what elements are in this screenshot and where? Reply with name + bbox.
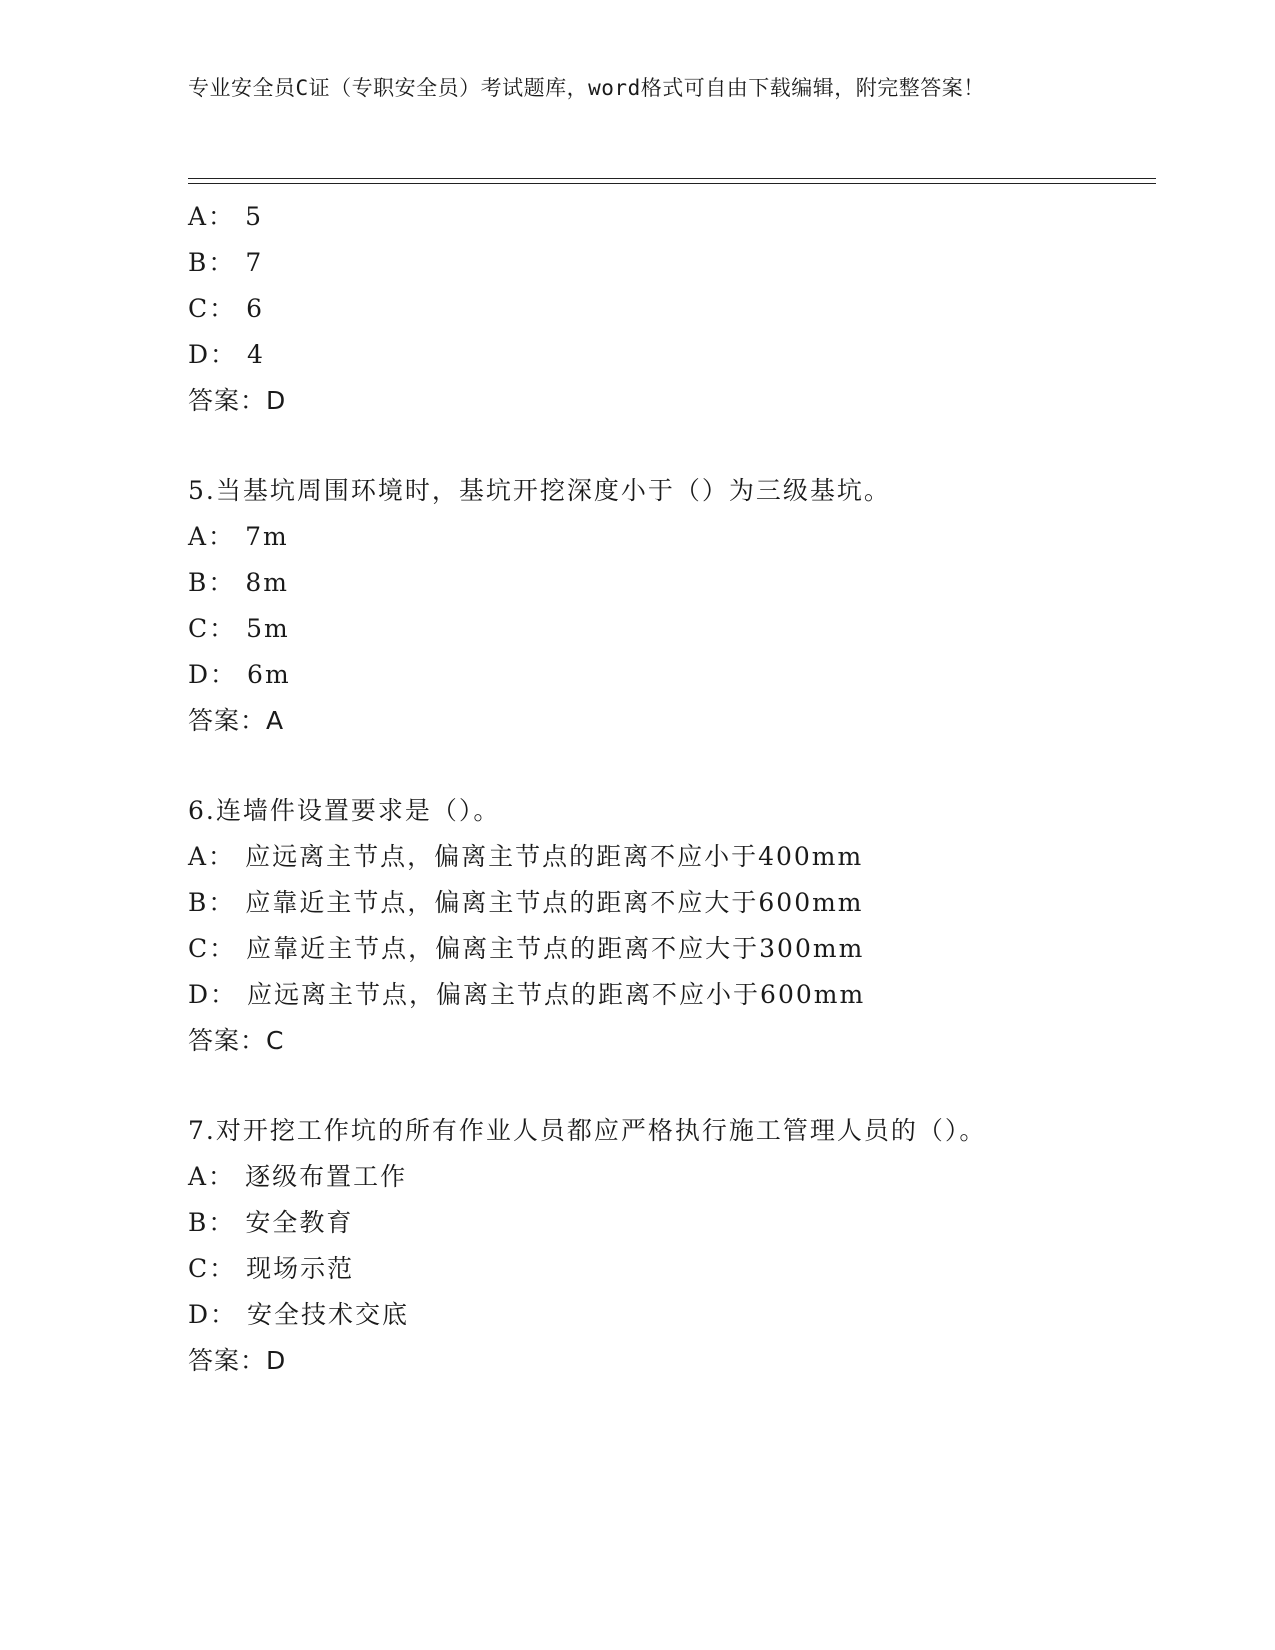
question-block-6 <box>188 788 1148 1064</box>
option-b: B： 8m <box>188 568 289 597</box>
option-c: C： 应靠近主节点，偏离主节点的距离不应大于300mm <box>188 934 865 963</box>
option-a: A： 逐级布置工作 <box>188 1162 408 1191</box>
answer-line: 答案：C <box>188 1026 285 1055</box>
question-block-4 <box>188 194 1148 424</box>
answer-line: 答案：D <box>188 1346 287 1375</box>
question-stem: 5.当基坑周围环境时，基坑开挖深度小于（）为三级基坑。 <box>188 476 891 505</box>
option-c: C： 6 <box>188 294 265 323</box>
option-a: A： 7m <box>188 522 289 551</box>
document-header: 专业安全员C证（专职安全员）考试题库，word格式可自由下载编辑，附完整答案！ <box>188 76 985 100</box>
answer-line: 答案：A <box>188 706 285 735</box>
option-a: A： 应远离主节点，偏离主节点的距离不应小于400mm <box>188 842 864 871</box>
header-divider-bottom <box>188 183 1156 184</box>
option-b: B： 应靠近主节点，偏离主节点的距离不应大于600mm <box>188 888 864 917</box>
option-d: D： 应远离主节点，偏离主节点的距离不应小于600mm <box>188 980 866 1009</box>
option-d: D： 安全技术交底 <box>188 1300 410 1329</box>
question-block-7 <box>188 1108 1148 1384</box>
option-c: C： 5m <box>188 614 290 643</box>
option-a: A： 5 <box>188 202 263 231</box>
option-b: B： 7 <box>188 248 264 277</box>
option-c: C： 现场示范 <box>188 1254 355 1283</box>
question-stem: 7.对开挖工作坑的所有作业人员都应严格执行施工管理人员的（）。 <box>188 1116 987 1145</box>
question-list <box>188 194 1148 1384</box>
question-stem: 6.连墙件设置要求是（）。 <box>188 796 501 825</box>
option-d: D： 6m <box>188 660 291 689</box>
question-block-5 <box>188 468 1148 744</box>
answer-line: 答案：D <box>188 386 287 415</box>
option-d: D： 4 <box>188 340 265 369</box>
option-b: B： 安全教育 <box>188 1208 354 1237</box>
header-divider-top <box>188 178 1156 179</box>
